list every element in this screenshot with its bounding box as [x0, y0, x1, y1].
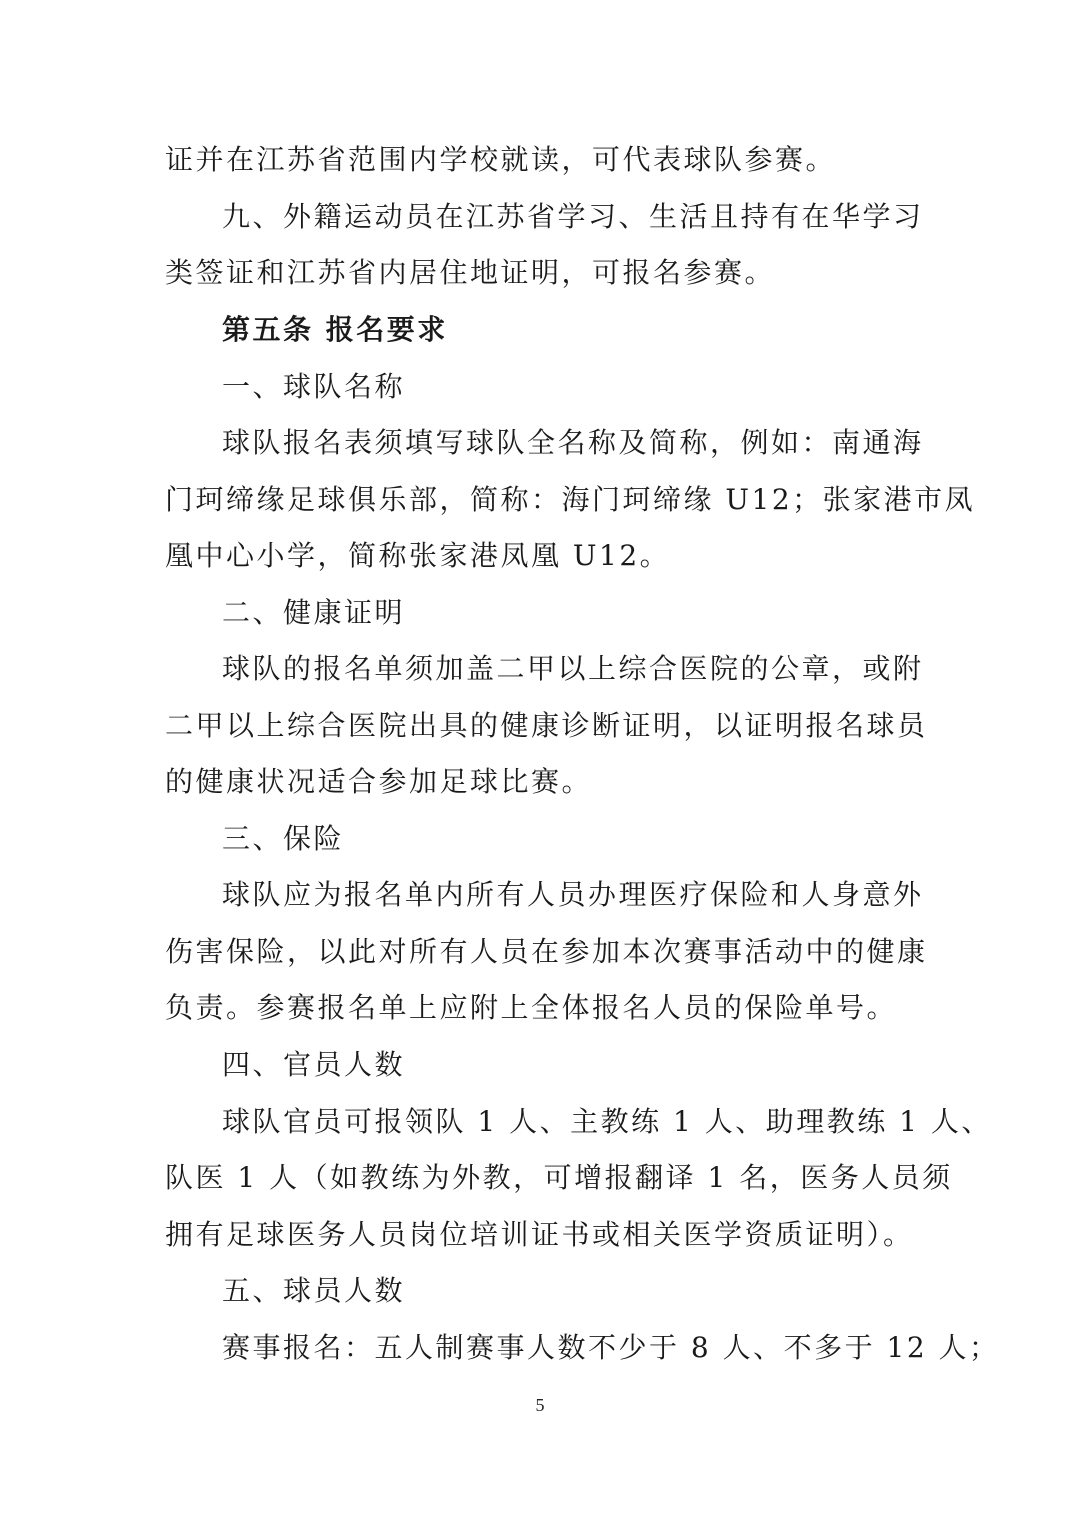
body-text-line: 凰中心小学，简称张家港凤凰 U12。: [165, 539, 671, 572]
body-text-line: 九、外籍运动员在江苏省学习、生活且持有在华学习: [222, 200, 924, 233]
body-text-line: 门珂缔缘足球俱乐部，简称：海门珂缔缘 U12；张家港市凤: [165, 483, 976, 516]
body-text-line: 队医 1 人（如教练为外教，可增报翻译 1 名，医务人员须: [165, 1161, 953, 1194]
page-number: 5: [535, 1395, 545, 1415]
body-text-line: 球队报名表须填写球队全名称及简称，例如：南通海: [222, 426, 924, 459]
subsection-title: 三、保险: [222, 822, 345, 855]
subsection-title: 四、官员人数: [222, 1048, 406, 1081]
body-text-line: 伤害保险，以此对所有人员在参加本次赛事活动中的健康: [165, 935, 928, 968]
body-text-line: 证并在江苏省范围内学校就读，可代表球队参赛。: [165, 143, 837, 176]
body-text-line: 负责。参赛报名单上应附上全体报名人员的保险单号。: [165, 991, 898, 1024]
body-text-line: 拥有足球医务人员岗位培训证书或相关医学资质证明）。: [165, 1218, 914, 1251]
section-heading: 第五条 报名要求: [222, 313, 448, 346]
body-text-line: 的健康状况适合参加足球比赛。: [165, 765, 593, 798]
body-text-line: 球队官员可报领队 1 人、主教练 1 人、助理教练 1 人、: [222, 1105, 992, 1138]
body-text-line: 二甲以上综合医院出具的健康诊断证明，以证明报名球员: [165, 709, 928, 742]
body-text-line: 球队的报名单须加盖二甲以上综合医院的公章，或附: [222, 652, 924, 685]
body-text-line: 赛事报名：五人制赛事人数不少于 8 人、不多于 12 人；: [222, 1331, 1000, 1364]
body-text-line: 球队应为报名单内所有人员办理医疗保险和人身意外: [222, 878, 924, 911]
subsection-title: 五、球员人数: [222, 1274, 406, 1307]
body-text-line: 类签证和江苏省内居住地证明，可报名参赛。: [165, 256, 776, 289]
subsection-title: 一、球队名称: [222, 370, 406, 403]
subsection-title: 二、健康证明: [222, 596, 406, 629]
